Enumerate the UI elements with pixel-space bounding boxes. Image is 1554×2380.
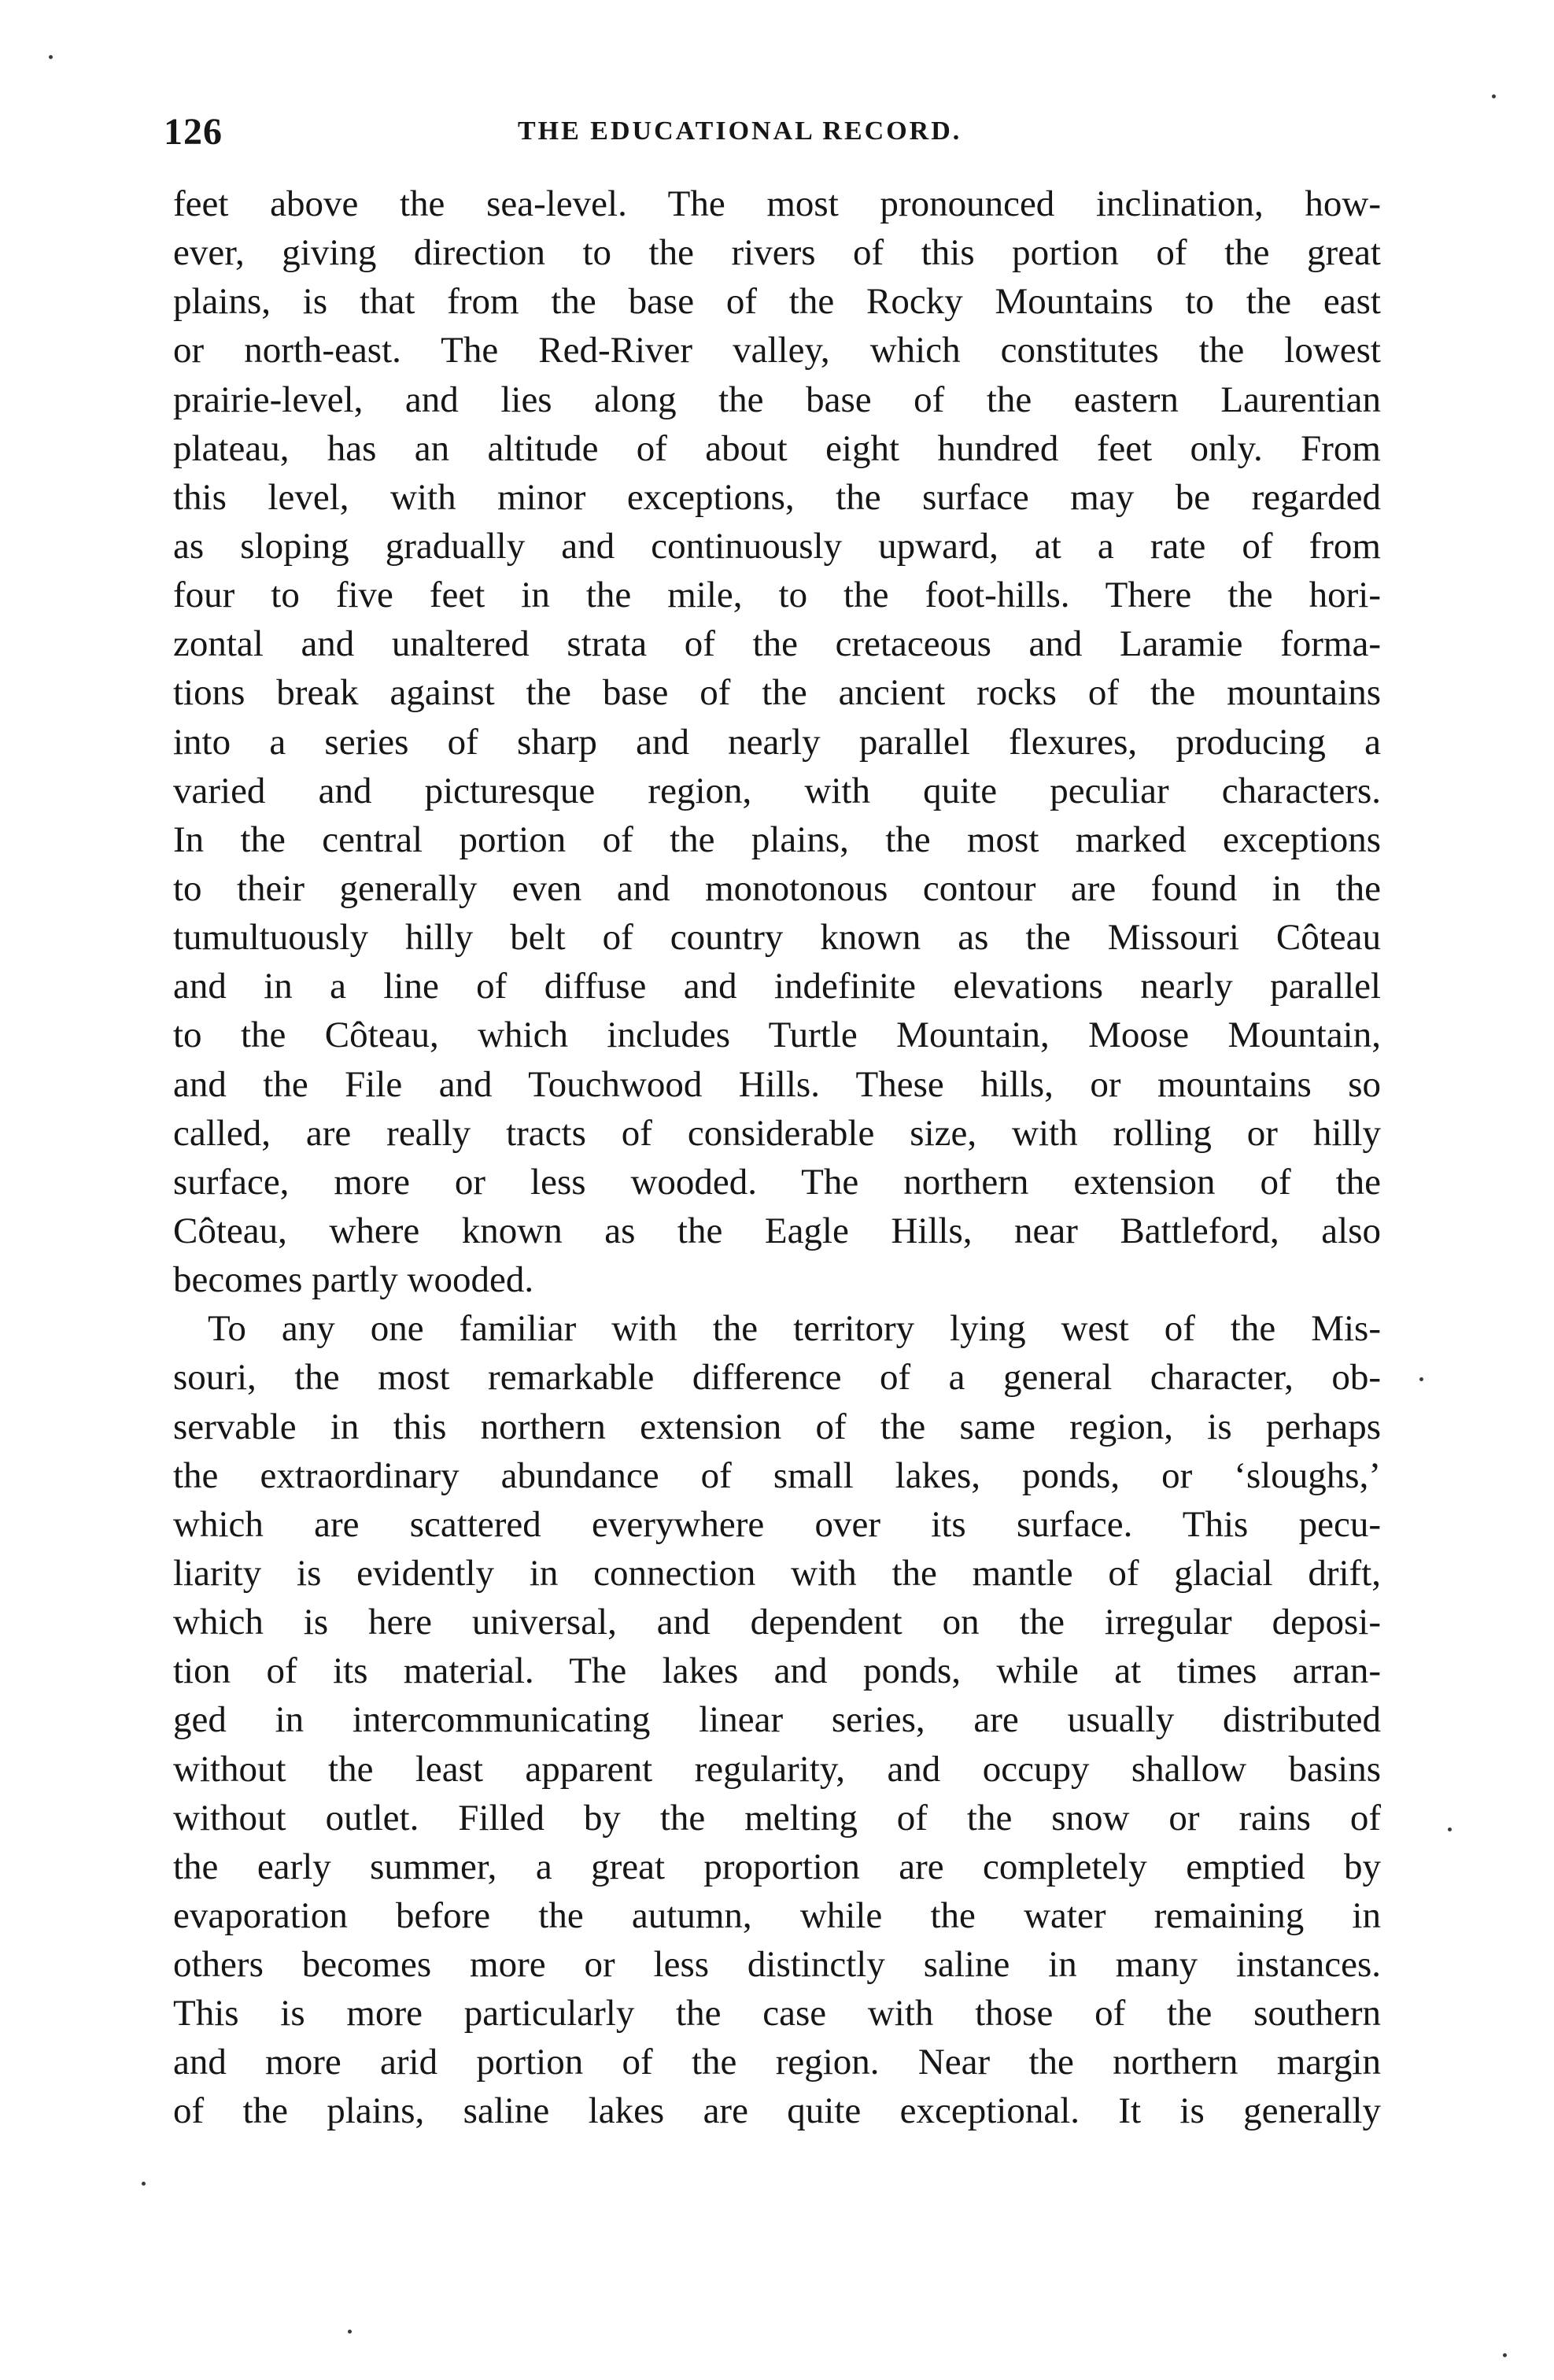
- text-line: into a series of sharp and nearly parallel flexures, producing a: [173, 721, 1381, 763]
- running-title: THE EDUCATIONAL RECORD.: [518, 116, 962, 146]
- text-line: evaporation before the autumn, while the water remaining in: [173, 1894, 1381, 1936]
- text-line: plateau, has an altitude of about eight hundred feet only. From: [173, 427, 1381, 469]
- text-line: others becomes more or less distinctly saline in many instances.: [173, 1944, 1381, 1986]
- text-line: tumultuously hilly belt of country known as the Missouri Côteau: [173, 917, 1381, 959]
- text-line: feet above the sea-level. The most pronounced inclination, how-: [173, 183, 1381, 224]
- text-line: the extraordinary abundance of small lakes, ponds, or ‘sloughs,’: [173, 1454, 1381, 1496]
- text-line: which are scattered everywhere over its surface. This pecu-: [173, 1503, 1381, 1545]
- text-line: servable in this northern extension of the same region, is perhaps: [173, 1406, 1381, 1447]
- text-line: To any one familiar with the territory lying west of the Mis-: [208, 1308, 1381, 1350]
- text-line: liarity is evidently in connection with the mantle of glacial drift,: [173, 1552, 1381, 1594]
- scan-speck: [348, 2330, 352, 2334]
- text-line: becomes partly wooded.: [173, 1259, 534, 1301]
- text-line: and in a line of diffuse and indefinite elevations nearly parallel: [173, 966, 1381, 1007]
- scan-speck: [1419, 1377, 1423, 1381]
- text-line: ever, giving direction to the rivers of this portion of the great: [173, 232, 1381, 274]
- text-line: This is more particularly the case with those of the southern: [173, 1993, 1381, 2034]
- text-line: plains, is that from the base of the Rocky Mountains to the east: [173, 281, 1381, 323]
- text-line: varied and picturesque region, with quite peculiar characters.: [173, 770, 1381, 811]
- text-line: without the least apparent regularity, and occupy shallow basins: [173, 1748, 1381, 1790]
- text-line: tions break against the base of the ancient rocks of the mountains: [173, 672, 1381, 714]
- text-line: four to five feet in the mile, to the foot-hills. There the hori-: [173, 575, 1381, 616]
- text-line: of the plains, saline lakes are quite exceptional. It is generally: [173, 2090, 1381, 2132]
- text-line: zontal and unaltered strata of the cretaceous and Laramie forma-: [173, 623, 1381, 665]
- text-line: this level, with minor exceptions, the surface may be regarded: [173, 476, 1381, 518]
- text-line: or north-east. The Red-River valley, which constitutes the lowest: [173, 330, 1381, 371]
- text-line: to their generally even and monotonous contour are found in the: [173, 867, 1381, 909]
- text-line: and the File and Touchwood Hills. These hills, or mountains so: [173, 1063, 1381, 1105]
- scan-speck: [1492, 94, 1496, 98]
- text-line: without outlet. Filled by the melting of the snow or rains of: [173, 1797, 1381, 1839]
- scan-speck: [49, 55, 53, 59]
- page-number: 126: [164, 111, 223, 153]
- text-line: and more arid portion of the region. Near the northern margin: [173, 2042, 1381, 2083]
- scan-speck: [142, 2182, 146, 2186]
- text-line: which is here universal, and dependent on the irregular deposi-: [173, 1602, 1381, 1643]
- text-line: called, are really tracts of considerable size, with rolling or hilly: [173, 1112, 1381, 1154]
- paragraph-2: [173, 1304, 1381, 2135]
- text-line: ged in intercommunicating linear series, are usually distributed: [173, 1699, 1381, 1741]
- scan-speck: [1448, 1828, 1452, 1831]
- page-header: [164, 110, 1375, 173]
- text-line: as sloping gradually and continuously upward, at a rate of from: [173, 525, 1381, 567]
- text-line: surface, more or less wooded. The northern extension of the: [173, 1161, 1381, 1203]
- text-line: to the Côteau, which includes Turtle Mountain, Moose Mountain,: [173, 1014, 1381, 1056]
- text-line: the early summer, a great proportion are completely emptied by: [173, 1846, 1381, 1887]
- body-text: [173, 179, 1381, 2136]
- text-line: In the central portion of the plains, the most marked exceptions: [173, 819, 1381, 860]
- text-line: prairie-level, and lies along the base of the eastern Laurentian: [173, 379, 1381, 420]
- text-line: Côteau, where known as the Eagle Hills, near Battleford, also: [173, 1210, 1381, 1251]
- scan-speck: [1503, 2353, 1507, 2357]
- text-line: tion of its material. The lakes and ponds, while at times arran-: [173, 1650, 1381, 1692]
- text-line: souri, the most remarkable difference of a general character, ob-: [173, 1357, 1381, 1399]
- paragraph-1: [173, 179, 1381, 1304]
